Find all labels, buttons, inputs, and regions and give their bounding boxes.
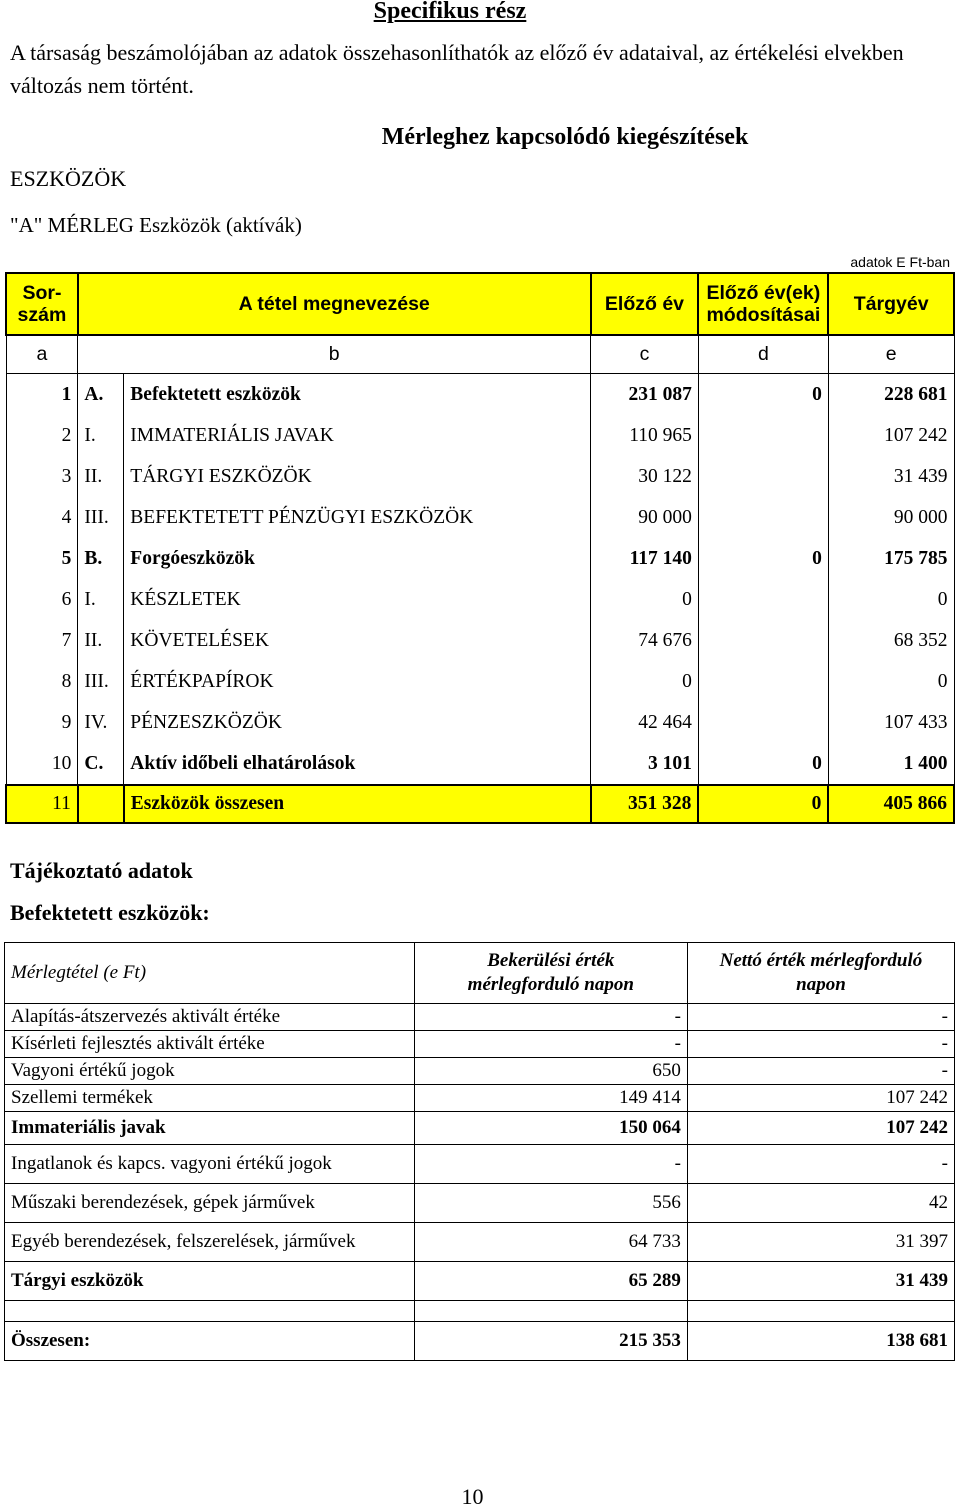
row-mod <box>698 661 828 702</box>
row-prev: 42 464 <box>591 702 699 743</box>
row-prev: 117 140 <box>591 538 699 579</box>
item-net: 31 439 <box>687 1262 954 1301</box>
total-prev: 351 328 <box>591 785 699 823</box>
row-number: 1 <box>6 374 78 416</box>
row-code: II. <box>78 456 124 497</box>
row-mod <box>698 620 828 661</box>
row-code: I. <box>78 415 124 456</box>
row-code: III. <box>78 497 124 538</box>
row-prev: 0 <box>591 661 699 702</box>
row-prev: 3 101 <box>591 743 699 785</box>
item-gross: 150 064 <box>414 1112 687 1145</box>
row-prev: 30 122 <box>591 456 699 497</box>
item-net: 42 <box>687 1184 954 1223</box>
item-name: Immateriális javak <box>5 1112 415 1145</box>
table-row <box>5 1223 955 1262</box>
row-prev: 231 087 <box>591 374 699 416</box>
page-number: 10 <box>461 1484 484 1509</box>
header-mod: Előző év(ek) módosításai <box>698 273 828 335</box>
table-row <box>6 415 954 456</box>
table-row <box>5 1145 955 1184</box>
item-net: 31 397 <box>687 1223 954 1262</box>
letter-d: d <box>698 335 828 374</box>
row-code: B. <box>78 538 124 579</box>
item-gross: - <box>414 1004 687 1031</box>
letter-e: e <box>828 335 954 374</box>
table-row <box>6 620 954 661</box>
item-gross: 556 <box>414 1184 687 1223</box>
item-name: Vagyoni értékű jogok <box>5 1058 415 1085</box>
row-curr: 107 242 <box>828 415 954 456</box>
table-row <box>5 1058 955 1085</box>
item-net: 107 242 <box>687 1112 954 1145</box>
row-mod <box>698 702 828 743</box>
total-code <box>78 785 124 823</box>
header-name: A tétel megnevezése <box>78 273 591 335</box>
header-sorszam: Sor- szám <box>6 273 78 335</box>
row-name: BEFEKTETETT PÉNZÜGYI ESZKÖZÖK <box>124 497 591 538</box>
table-row <box>6 538 954 579</box>
total-name: Eszközök összesen <box>124 785 591 823</box>
row-name: KÖVETELÉSEK <box>124 620 591 661</box>
invest-title: Befektetett eszközök: <box>10 900 210 925</box>
info-title: Tájékoztató adatok <box>10 858 193 883</box>
balance-title: "A" MÉRLEG Eszközök (aktívák) <box>10 213 302 237</box>
item-gross: 149 414 <box>414 1085 687 1112</box>
row-curr: 0 <box>828 579 954 620</box>
item-gross: 215 353 <box>414 1322 687 1361</box>
table-row <box>5 1262 955 1301</box>
row-code: III. <box>78 661 124 702</box>
row-number: 9 <box>6 702 78 743</box>
header-curr: Tárgyév <box>828 273 954 335</box>
header-net: Nettó érték mérlegforduló napon <box>687 943 954 1004</box>
row-curr: 90 000 <box>828 497 954 538</box>
invest-table <box>4 942 955 1361</box>
table-row <box>5 1112 955 1145</box>
unit-note: adatok E Ft-ban <box>850 254 950 270</box>
header-prev: Előző év <box>591 273 699 335</box>
intro-paragraph: A társaság beszámolójában az adatok összehasonlíthatók az előző év adataival, az értékelési elvekben változás nem történt. <box>10 40 904 98</box>
table-row <box>6 497 954 538</box>
row-name: IMMATERIÁLIS JAVAK <box>124 415 591 456</box>
item-net: - <box>687 1058 954 1085</box>
item-name: Szellemi termékek <box>5 1085 415 1112</box>
row-name: Befektetett eszközök <box>124 374 591 416</box>
item-name: Alapítás-átszervezés aktivált értéke <box>5 1004 415 1031</box>
section-title: ESZKÖZÖK <box>10 166 127 191</box>
table-row <box>5 1184 955 1223</box>
total-row <box>5 1322 955 1361</box>
item-gross: - <box>414 1031 687 1058</box>
item-name: Ingatlanok és kapcs. vagyoni értékű jogok <box>5 1145 415 1184</box>
row-name: TÁRGYI ESZKÖZÖK <box>124 456 591 497</box>
row-prev: 0 <box>591 579 699 620</box>
table-row <box>6 661 954 702</box>
blank-cell <box>687 1301 954 1322</box>
row-name: PÉNZESZKÖZÖK <box>124 702 591 743</box>
row-mod: 0 <box>698 374 828 416</box>
item-name: Kísérleti fejlesztés aktivált értéke <box>5 1031 415 1058</box>
item-name: Tárgyi eszközök <box>5 1262 415 1301</box>
row-mod <box>698 415 828 456</box>
item-gross: 65 289 <box>414 1262 687 1301</box>
item-name: Egyéb berendezések, felszerelések, járművek <box>5 1223 415 1262</box>
letter-c: c <box>591 335 699 374</box>
total-number: 11 <box>6 785 78 823</box>
row-number: 2 <box>6 415 78 456</box>
row-curr: 175 785 <box>828 538 954 579</box>
row-mod <box>698 456 828 497</box>
table-row <box>6 374 954 416</box>
row-number: 3 <box>6 456 78 497</box>
row-prev: 90 000 <box>591 497 699 538</box>
row-name: KÉSZLETEK <box>124 579 591 620</box>
row-number: 8 <box>6 661 78 702</box>
table-row <box>6 456 954 497</box>
row-curr: 107 433 <box>828 702 954 743</box>
item-name: Műszaki berendezések, gépek járművek <box>5 1184 415 1223</box>
row-name: ÉRTÉKPAPÍROK <box>124 661 591 702</box>
row-mod: 0 <box>698 538 828 579</box>
page-heading: Specifikus rész <box>373 0 527 24</box>
total-mod: 0 <box>698 785 828 823</box>
row-prev: 110 965 <box>591 415 699 456</box>
row-curr: 228 681 <box>828 374 954 416</box>
blank-row <box>5 1301 955 1322</box>
header-gross: Bekerülési érték mérlegforduló napon <box>414 943 687 1004</box>
item-net: - <box>687 1031 954 1058</box>
row-code: IV. <box>78 702 124 743</box>
blank-cell <box>414 1301 687 1322</box>
asset-table-header <box>6 273 954 335</box>
row-code: I. <box>78 579 124 620</box>
total-curr: 405 866 <box>828 785 954 823</box>
item-gross: 64 733 <box>414 1223 687 1262</box>
row-code: A. <box>78 374 124 416</box>
item-net: - <box>687 1145 954 1184</box>
section-subheading: Mérleghez kapcsolódó kiegészítések <box>381 124 749 150</box>
table-row <box>6 579 954 620</box>
row-name: Aktív időbeli elhatárolások <box>124 743 591 785</box>
item-gross: 650 <box>414 1058 687 1085</box>
blank-cell <box>5 1301 415 1322</box>
column-letter-row <box>6 335 954 374</box>
table-row <box>5 1031 955 1058</box>
header-item: Mérlegtétel (e Ft) <box>5 943 415 1004</box>
table-row <box>6 743 954 785</box>
row-curr: 0 <box>828 661 954 702</box>
row-number: 4 <box>6 497 78 538</box>
letter-b: b <box>78 335 591 374</box>
table-row <box>5 1004 955 1031</box>
row-code: II. <box>78 620 124 661</box>
row-mod: 0 <box>698 743 828 785</box>
item-name: Összesen: <box>5 1322 415 1361</box>
row-mod <box>698 497 828 538</box>
row-number: 10 <box>6 743 78 785</box>
invest-table-header <box>5 943 955 1004</box>
row-curr: 31 439 <box>828 456 954 497</box>
item-net: - <box>687 1004 954 1031</box>
item-gross: - <box>414 1145 687 1184</box>
row-code: C. <box>78 743 124 785</box>
total-row <box>6 785 954 823</box>
row-mod <box>698 579 828 620</box>
row-number: 7 <box>6 620 78 661</box>
row-prev: 74 676 <box>591 620 699 661</box>
item-net: 107 242 <box>687 1085 954 1112</box>
row-number: 5 <box>6 538 78 579</box>
asset-table <box>5 272 955 824</box>
item-net: 138 681 <box>687 1322 954 1361</box>
row-name: Forgóeszközök <box>124 538 591 579</box>
table-row <box>5 1085 955 1112</box>
row-curr: 68 352 <box>828 620 954 661</box>
letter-a: a <box>6 335 78 374</box>
row-number: 6 <box>6 579 78 620</box>
row-curr: 1 400 <box>828 743 954 785</box>
table-row <box>6 702 954 743</box>
